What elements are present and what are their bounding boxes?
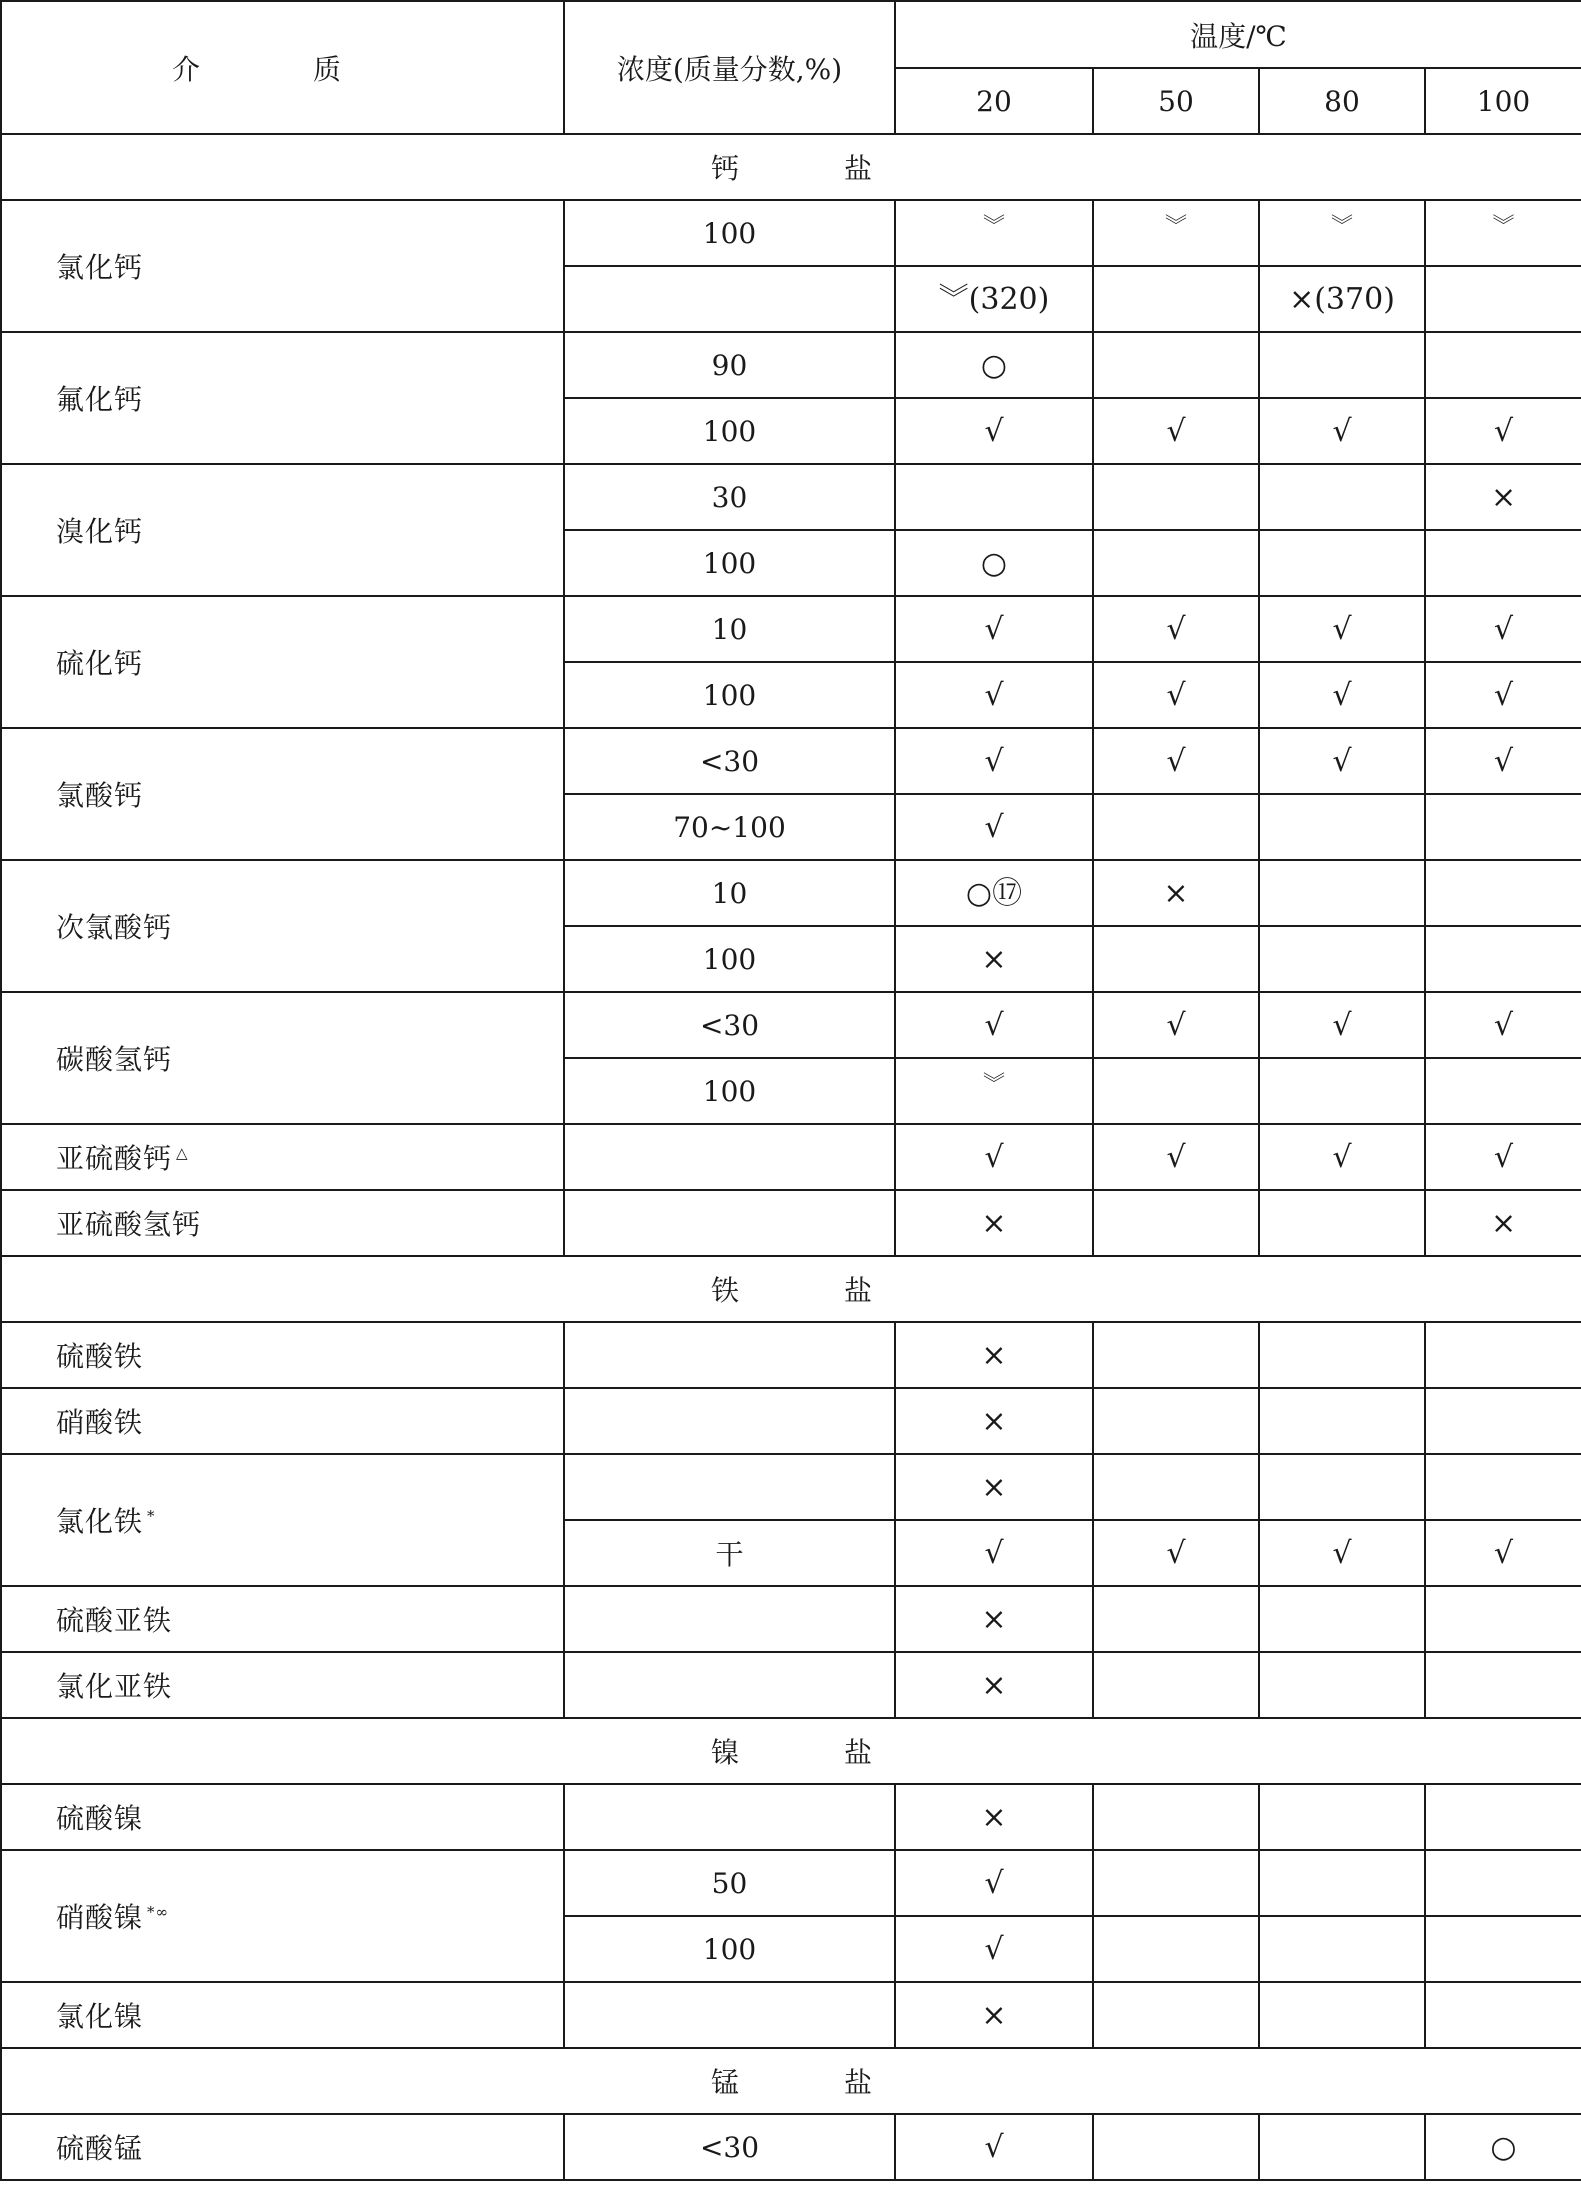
medium-name-cell — [1, 1454, 564, 1586]
rating-mark: √ — [1493, 1007, 1514, 1043]
rating-cell — [1093, 332, 1259, 398]
rating-cell — [1093, 464, 1259, 530]
rating-cell — [1259, 464, 1425, 530]
rating-mark: ○ — [980, 347, 1008, 383]
rating-cell — [895, 992, 1093, 1058]
section-title: 镍 盐 — [1, 1718, 1581, 1784]
medium-name: 氯酸钙 — [56, 779, 144, 812]
rating-cell — [1425, 1520, 1581, 1586]
table-row — [1, 1850, 1581, 1916]
rating-mark: √ — [984, 1007, 1004, 1043]
rating-cell — [1259, 1982, 1425, 2048]
rating-cell — [1425, 794, 1581, 860]
rating-cell — [1093, 398, 1259, 464]
table-row — [1, 1454, 1581, 1520]
medium-name: 硝酸铁 — [56, 1406, 144, 1439]
rating-mark: √ — [984, 1931, 1004, 1967]
rating-mark: √ — [1332, 743, 1352, 779]
rating-cell — [1259, 1058, 1425, 1124]
rating-mark: √ — [1493, 413, 1514, 449]
rating-cell — [1259, 728, 1425, 794]
medium-name-cell — [1, 1322, 564, 1388]
temp-20-header: 20 — [895, 68, 1093, 134]
rating-cell — [1425, 860, 1581, 926]
rating-mark: √ — [984, 1139, 1004, 1175]
rating-cell — [895, 1322, 1093, 1388]
rating-cell — [895, 1190, 1093, 1256]
rating-mark: × — [1490, 479, 1517, 515]
temp-50-header: 50 — [1093, 68, 1259, 134]
rating-cell — [1259, 530, 1425, 596]
rating-cell — [1425, 662, 1581, 728]
temperature-header: 温度/℃ — [895, 1, 1581, 68]
rating-cell — [1093, 992, 1259, 1058]
concentration-cell — [564, 266, 895, 332]
rating-cell — [1259, 1586, 1425, 1652]
medium-name-cell — [1, 1982, 564, 2048]
rating-cell — [1425, 1190, 1581, 1256]
rating-cell — [1425, 530, 1581, 596]
table-row — [1, 1322, 1581, 1388]
rating-cell — [1093, 1190, 1259, 1256]
rating-cell — [1093, 1982, 1259, 2048]
rating-cell — [1425, 992, 1581, 1058]
rating-cell — [1093, 1784, 1259, 1850]
medium-name-cell — [1, 1586, 564, 1652]
concentration-cell: 干 — [564, 1520, 895, 1586]
rating-cell — [1093, 926, 1259, 992]
rating-cell — [1093, 1058, 1259, 1124]
rating-cell — [1425, 1916, 1581, 1982]
rating-cell — [1259, 1850, 1425, 1916]
medium-name: 碳酸氢钙 — [56, 1043, 173, 1076]
rating-mark: √ — [1166, 743, 1186, 779]
medium-name-cell — [1, 1652, 564, 1718]
concentration-cell: <30 — [564, 2114, 895, 2180]
rating-cell — [1093, 1586, 1259, 1652]
rating-cell — [895, 266, 1093, 332]
rating-cell — [895, 794, 1093, 860]
rating-cell — [1093, 1652, 1259, 1718]
rating-cell — [895, 398, 1093, 464]
rating-mark: √ — [1493, 743, 1514, 779]
rating-cell — [1259, 662, 1425, 728]
rating-cell — [1259, 1520, 1425, 1586]
rating-mark: √ — [1166, 611, 1186, 647]
medium-note-mark: *∞ — [147, 1902, 170, 1921]
rating-cell — [1093, 662, 1259, 728]
section-row — [1, 1718, 1581, 1784]
medium-name-cell — [1, 1388, 564, 1454]
medium-name-cell — [1, 860, 564, 992]
table-row — [1, 1124, 1581, 1190]
concentration-cell — [564, 1652, 895, 1718]
rating-mark: × — [981, 1799, 1007, 1835]
table-row — [1, 2114, 1581, 2180]
rating-cell — [1093, 728, 1259, 794]
rating-cell — [895, 1388, 1093, 1454]
rating-cell — [1425, 2114, 1581, 2180]
rating-mark: √ — [984, 413, 1004, 449]
rating-cell — [1425, 728, 1581, 794]
rating-cell — [1425, 1454, 1581, 1520]
rating-mark: ︾ — [1164, 213, 1187, 239]
medium-name: 氯化铁 — [56, 1505, 144, 1538]
rating-mark: ×(370) — [1289, 281, 1395, 317]
rating-cell — [1425, 1322, 1581, 1388]
medium-name: 亚硫酸钙 — [56, 1142, 173, 1175]
rating-mark: ︾ — [1492, 213, 1515, 239]
rating-cell — [1259, 992, 1425, 1058]
rating-cell — [895, 530, 1093, 596]
medium-name: 氯化镍 — [56, 2000, 144, 2033]
rating-cell — [1093, 1454, 1259, 1520]
rating-cell — [1259, 1916, 1425, 1982]
medium-name-cell — [1, 992, 564, 1124]
medium-name-cell — [1, 1124, 564, 1190]
medium-name-cell — [1, 2114, 564, 2180]
temp-100-header: 100 — [1425, 68, 1581, 134]
rating-cell — [1259, 596, 1425, 662]
medium-name: 硫酸锰 — [56, 2132, 144, 2165]
rating-cell — [895, 1058, 1093, 1124]
medium-name-cell — [1, 332, 564, 464]
rating-mark: √ — [1166, 413, 1186, 449]
medium-name: 次氯酸钙 — [56, 911, 173, 944]
rating-cell — [1425, 266, 1581, 332]
table-row — [1, 332, 1581, 398]
medium-name-cell — [1, 464, 564, 596]
medium-note-mark: △ — [176, 1143, 189, 1162]
rating-cell — [1259, 266, 1425, 332]
rating-mark: √ — [1166, 1139, 1186, 1175]
rating-cell — [1093, 596, 1259, 662]
medium-name-cell — [1, 1190, 564, 1256]
medium-name-cell — [1, 1784, 564, 1850]
table-body — [1, 134, 1581, 2180]
rating-mark: √ — [984, 611, 1004, 647]
rating-cell — [1093, 200, 1259, 266]
concentration-cell — [564, 1454, 895, 1520]
concentration-cell — [564, 1388, 895, 1454]
rating-mark: × — [981, 1667, 1007, 1703]
medium-name-cell — [1, 1850, 564, 1982]
rating-cell — [1425, 1058, 1581, 1124]
medium-name-cell — [1, 728, 564, 860]
rating-mark: × — [981, 1337, 1007, 1373]
rating-cell — [1093, 794, 1259, 860]
medium-note-mark: * — [147, 1506, 156, 1525]
rating-cell — [895, 1982, 1093, 2048]
concentration-cell: <30 — [564, 992, 895, 1058]
rating-cell — [1093, 266, 1259, 332]
rating-mark: √ — [984, 743, 1004, 779]
medium-name: 溴化钙 — [56, 515, 144, 548]
concentration-cell: <30 — [564, 728, 895, 794]
concentration-cell — [564, 1586, 895, 1652]
rating-cell — [1093, 1388, 1259, 1454]
section-title: 钙 盐 — [1, 134, 1581, 200]
rating-mark: × — [1163, 875, 1189, 911]
medium-name: 硫酸铁 — [56, 1340, 144, 1373]
rating-mark: √ — [1332, 413, 1352, 449]
concentration-cell: 100 — [564, 200, 895, 266]
rating-mark: √ — [1166, 1007, 1186, 1043]
section-title: 铁 盐 — [1, 1256, 1581, 1322]
rating-cell — [895, 1454, 1093, 1520]
rating-cell — [1093, 1916, 1259, 1982]
rating-cell — [895, 728, 1093, 794]
rating-mark: √ — [1166, 1535, 1186, 1571]
table-row — [1, 728, 1581, 794]
rating-mark: × — [981, 1469, 1007, 1505]
rating-cell — [1425, 1850, 1581, 1916]
rating-cell — [895, 662, 1093, 728]
medium-name-cell — [1, 596, 564, 728]
rating-cell — [895, 200, 1093, 266]
concentration-header: 浓度(质量分数,%) — [564, 1, 895, 134]
rating-cell — [1259, 926, 1425, 992]
rating-cell — [1259, 1388, 1425, 1454]
medium-name: 硫化钙 — [56, 647, 144, 680]
rating-cell — [1425, 926, 1581, 992]
medium-name: 硫酸亚铁 — [56, 1604, 173, 1637]
rating-cell — [895, 596, 1093, 662]
section-row — [1, 134, 1581, 200]
medium-name-cell — [1, 200, 564, 332]
rating-cell — [1259, 1652, 1425, 1718]
rating-cell — [1425, 1784, 1581, 1850]
concentration-cell: 10 — [564, 596, 895, 662]
rating-mark: ︾ — [982, 1071, 1005, 1097]
rating-mark: √ — [1332, 1007, 1352, 1043]
section-title: 锰 盐 — [1, 2048, 1581, 2114]
rating-mark: √ — [1166, 677, 1186, 713]
rating-cell — [895, 2114, 1093, 2180]
rating-cell — [895, 926, 1093, 992]
rating-cell — [1425, 1388, 1581, 1454]
rating-cell — [1259, 332, 1425, 398]
concentration-cell: 100 — [564, 926, 895, 992]
rating-cell — [895, 332, 1093, 398]
table-row — [1, 1388, 1581, 1454]
rating-mark: √ — [984, 1535, 1004, 1571]
table-row — [1, 1652, 1581, 1718]
table-row — [1, 1982, 1581, 2048]
rating-mark: ︾ — [1330, 213, 1353, 239]
rating-mark: ︾ — [982, 213, 1005, 239]
rating-mark: √ — [1493, 611, 1514, 647]
rating-mark: × — [1490, 1205, 1517, 1241]
rating-cell — [1259, 794, 1425, 860]
medium-name: 亚硫酸氢钙 — [56, 1208, 202, 1241]
concentration-cell: 100 — [564, 1058, 895, 1124]
rating-mark: ○⑰ — [965, 875, 1023, 911]
rating-cell — [1093, 2114, 1259, 2180]
rating-cell — [1093, 1124, 1259, 1190]
rating-mark: ︾(320) — [938, 281, 1050, 317]
rating-mark: √ — [1332, 677, 1352, 713]
rating-cell — [1093, 1322, 1259, 1388]
section-row — [1, 1256, 1581, 1322]
rating-cell — [1425, 464, 1581, 530]
medium-name: 硫酸镍 — [56, 1802, 144, 1835]
table-row — [1, 200, 1581, 266]
rating-mark: √ — [1493, 1535, 1514, 1571]
rating-cell — [1259, 398, 1425, 464]
concentration-cell: 70~100 — [564, 794, 895, 860]
rating-cell — [895, 1916, 1093, 1982]
rating-cell — [1259, 1784, 1425, 1850]
rating-cell — [895, 1520, 1093, 1586]
table-row — [1, 992, 1581, 1058]
rating-mark: √ — [1332, 1139, 1352, 1175]
rating-mark: √ — [984, 1865, 1004, 1901]
concentration-cell — [564, 1190, 895, 1256]
rating-cell — [1093, 860, 1259, 926]
section-row — [1, 2048, 1581, 2114]
rating-mark: ○ — [1490, 2129, 1517, 2165]
rating-mark: √ — [1493, 1139, 1514, 1175]
concentration-cell: 10 — [564, 860, 895, 926]
table-row — [1, 1586, 1581, 1652]
rating-cell — [1093, 530, 1259, 596]
concentration-cell: 100 — [564, 530, 895, 596]
rating-mark: × — [981, 941, 1007, 977]
rating-cell — [1093, 1520, 1259, 1586]
medium-header: 介 质 — [1, 1, 564, 134]
rating-cell — [895, 1850, 1093, 1916]
rating-mark: √ — [1493, 677, 1514, 713]
concentration-cell: 90 — [564, 332, 895, 398]
concentration-cell: 50 — [564, 1850, 895, 1916]
rating-cell — [1259, 2114, 1425, 2180]
rating-cell — [1259, 1454, 1425, 1520]
medium-name: 氯化钙 — [56, 251, 144, 284]
rating-cell — [1259, 200, 1425, 266]
rating-mark: √ — [1332, 611, 1352, 647]
table-row — [1, 596, 1581, 662]
concentration-cell — [564, 1784, 895, 1850]
rating-cell — [895, 464, 1093, 530]
rating-cell — [1093, 1850, 1259, 1916]
concentration-cell: 100 — [564, 398, 895, 464]
rating-mark: × — [981, 1205, 1007, 1241]
medium-name: 硝酸镍 — [56, 1901, 144, 1934]
concentration-cell — [564, 1322, 895, 1388]
rating-cell — [895, 1586, 1093, 1652]
rating-mark: × — [981, 1403, 1007, 1439]
concentration-cell — [564, 1124, 895, 1190]
table-row — [1, 1190, 1581, 1256]
rating-cell — [895, 1124, 1093, 1190]
concentration-cell: 30 — [564, 464, 895, 530]
rating-cell — [1425, 332, 1581, 398]
rating-cell — [895, 860, 1093, 926]
rating-cell — [1425, 1586, 1581, 1652]
rating-cell — [1425, 1652, 1581, 1718]
rating-cell — [1259, 1124, 1425, 1190]
rating-cell — [1425, 1982, 1581, 2048]
temp-80-header: 80 — [1259, 68, 1425, 134]
rating-cell — [1259, 1190, 1425, 1256]
concentration-cell: 100 — [564, 662, 895, 728]
rating-mark: × — [981, 1601, 1007, 1637]
rating-cell — [1259, 860, 1425, 926]
table-row — [1, 860, 1581, 926]
rating-mark: ○ — [980, 545, 1008, 581]
rating-cell — [1425, 1124, 1581, 1190]
rating-cell — [1425, 200, 1581, 266]
table-row — [1, 464, 1581, 530]
rating-mark: √ — [984, 2129, 1004, 2165]
rating-mark: √ — [984, 809, 1004, 845]
rating-mark: × — [981, 1997, 1007, 2033]
rating-cell — [895, 1652, 1093, 1718]
rating-cell — [895, 1784, 1093, 1850]
rating-cell — [1425, 596, 1581, 662]
rating-cell — [1425, 398, 1581, 464]
medium-name: 氯化亚铁 — [56, 1670, 173, 1703]
header-row — [1, 1, 1581, 68]
medium-name: 氟化钙 — [56, 383, 144, 416]
concentration-cell: 100 — [564, 1916, 895, 1982]
rating-cell — [1259, 1322, 1425, 1388]
rating-mark: √ — [1332, 1535, 1352, 1571]
rating-mark: √ — [984, 677, 1004, 713]
table-row — [1, 1784, 1581, 1850]
concentration-cell — [564, 1982, 895, 2048]
